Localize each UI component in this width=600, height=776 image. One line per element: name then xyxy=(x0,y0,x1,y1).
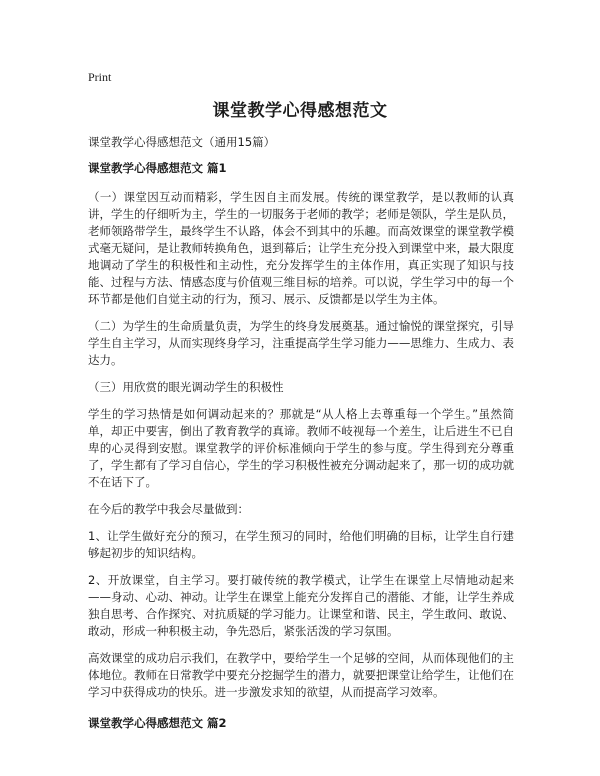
page-title: 课堂教学心得感想范文 xyxy=(212,101,388,121)
paragraph: 1、让学生做好充分的预习，在学生预习的同时，给他们明确的目标，让学生自行建够起初步的知识结构。 xyxy=(88,529,514,560)
paragraph: 在今后的教学中我会尽量做到： xyxy=(88,502,249,516)
paragraph: 高效课堂的成功启示我们，在教学中，要给学生一个足够的空间，从而体现他们的主体地位。教师在日常教学中要充分挖掘学生的潜力，就要把课堂让给学生，让他们在学习中获得成功的快乐。进一步激发求知的欲望，从而提高学习效率。 xyxy=(88,651,514,699)
paragraph: （三）用欣赏的眼光调动学生的积极性 xyxy=(88,380,284,394)
print-link[interactable]: Print xyxy=(88,70,112,84)
document-body xyxy=(88,160,514,744)
document-subtitle: 课堂教学心得感想范文（通用15篇） xyxy=(88,135,276,149)
paragraph: （一）课堂因互动而精彩，学生因自主而发展。传统的课堂教学，是以教师的认真讲，学生的仔细听为主，学生的一切服务于老师的教学；老师是领队，学生是队员，老师领路带学生，最终学生不认路，体会不到其中的乐趣。而高效课堂的课堂教学模式毫无疑问，是让教师转换角色，退到幕后；让学生充分投入到课堂中来，最大限度地调动了学生的积极性和主动性，充分发挥学生的主体作用，真正实现了知识与技能、过程与方法、情感态度与价值观三维目标的培养。可以说，学生学习中的每一个环节都是他们自觉主动的行为，预习、展示、反馈都是以学生为主体。 xyxy=(88,190,514,306)
section-heading: 课堂教学心得感想范文 篇2 xyxy=(88,716,227,730)
paragraph: （二）为学生的生命质量负责，为学生的终身发展奠基。通过愉悦的课堂探究，引导学生自主学习，从而实现终身学习，注重提高学生学习能力——思维力、生成力、表达力。 xyxy=(88,319,514,367)
paragraph: 2、开放课堂，自主学习。要打破传统的教学模式，让学生在课堂上尽情地动起来——身动、心动、神动。让学生在课堂上能充分发挥自己的潜能、才能，让学生养成独自思考、合作探究、对抗质疑的学习能力。让课堂和谐、民主，学生敢问、敢说、敢动，形成一种积极主动，争先恐后，紧张活泼的学习氛围。 xyxy=(88,573,514,638)
paragraph: 学生的学习热情是如何调动起来的？那就是“从人格上去尊重每一个学生。”虽然简单，却正中要害，倒出了教育教学的真谛。教师不岐视每一个差生，让后进生不已自卑的心灵得到安慰。课堂教学的评价标准倾向于学生的参与度。学生得到充分尊重了，学生都有了学习自信心，学生的学习积极性被充分调动起来了，那一切的成功就不在话下了。 xyxy=(88,407,514,489)
section-heading: 课堂教学心得感想范文 篇1 xyxy=(88,161,227,175)
